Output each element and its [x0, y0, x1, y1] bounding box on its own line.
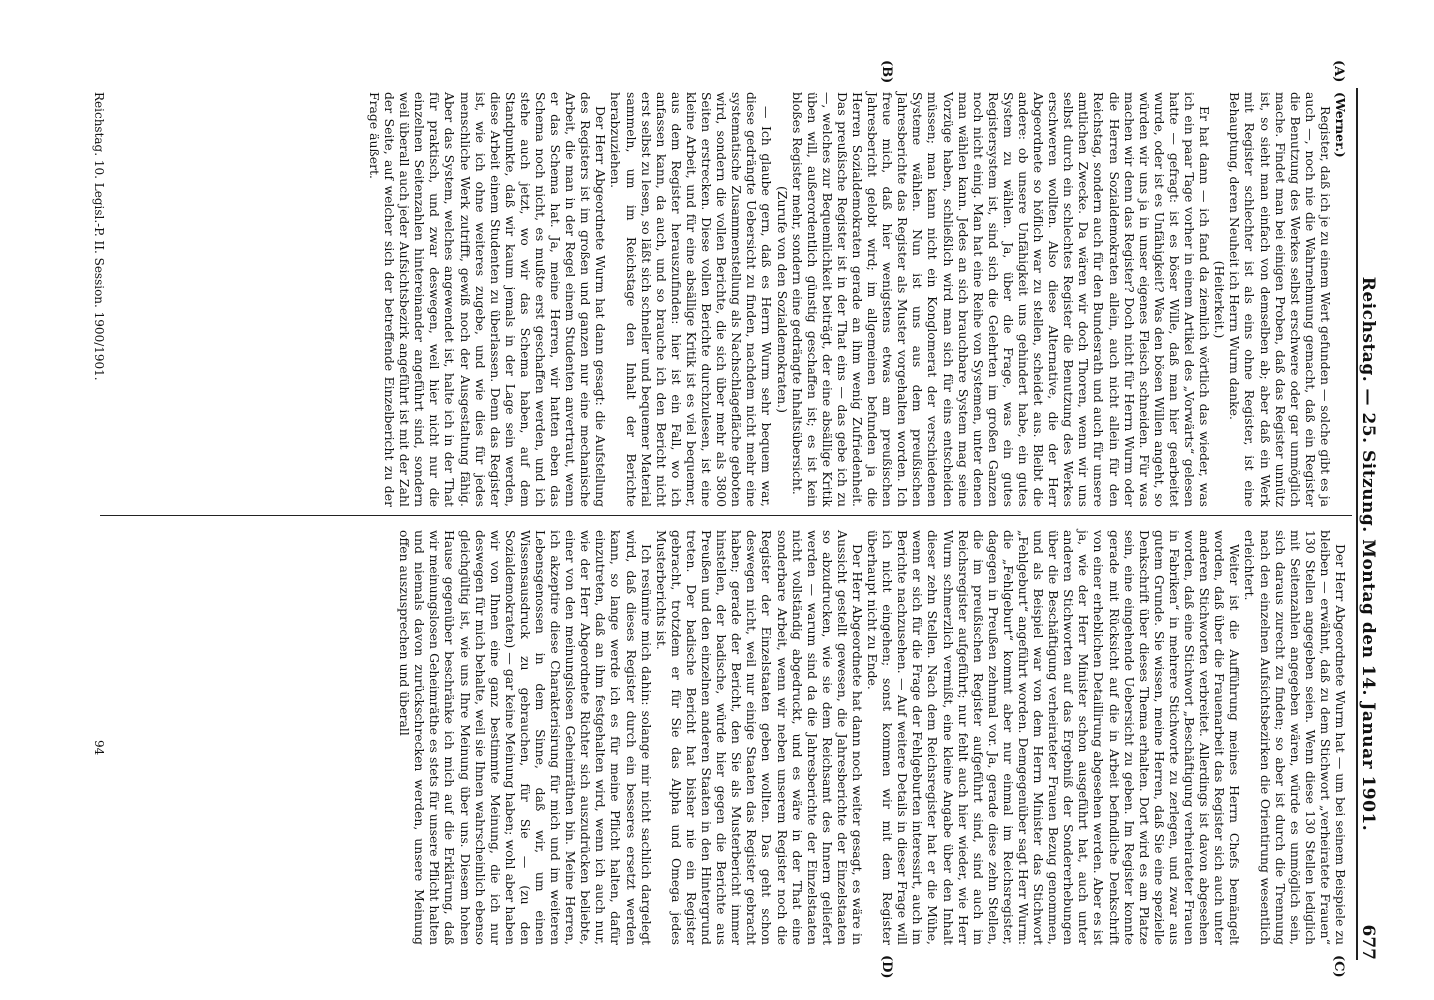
margin-letter-b: (B): [879, 60, 894, 84]
paragraph: Der Herr Abgeordnete Wurm hat — um bei seinem Beispiele zu bleiben — erwähnt, daß zu dem Stichwort „verheiratete Frauen“ 130 Stellen angegeben seien. Wenn diese 130 Stellen lediglich mit Seitenzahlen angegeben wären, würde es unmöglich sein, sich daraus zurecht zu finden; so aber ist durch die Trennung nach den einzelnen Aufsichtsbezirken die Orientirung wesentlich erleichtert.: [1242, 530, 1348, 945]
paragraph: Ich resümire mich dahin: solange mir nicht sachlich dargelegt wird, daß dieses Register durch ein besseres ersetzt werden kann, so lange werde ich es für meine Pflicht halten, dafür einzutreten, daß an ihm festgehalten wird, wenn ich auch nur, wie der Herr Abgeordnete Richter sich auszudrücken beliebte, einer von den meinungslosen Geheimräthen bin. Meine Herren, ich akzeptire diese Charakterisirung für mich und im weiteren Lebensgenossen in dem Sinne, daß wir, um einen Wissensausdruck zu gebrauchen, für Sie — (zu den Sozialdemokraten) — gar keine Meinung haben; wohl aber haben wir von Ihnen eine ganz bestimmte Meinung, die ich nur deswegen für mich behalte, weil sie Ihnen wahrscheinlich ebenso gleichgültig ist, wie uns Ihre Meinung über uns. Diesem hohen Hause gegenüber beschränke ich mich auf die Erklärung, daß wir meinungslosen Geheimräthe es stets für unsere Pflicht halten und niemals davon zurückschrecken werden, unsere Meinung offen auszusprechen und überall: [397, 530, 654, 945]
margin-letter-a: (A): [1331, 60, 1346, 83]
left-column: [367, 92, 1348, 507]
paragraph: — Ich glaube gern, daß es Herrn Wurm sehr bequem war, diese gedrängte Uebersicht zu finden, nachdem nicht mehr eine systematische Zusammenstellung als Nachschlagefläche geboten wird, sondern die vollen Berichte, die sich über mehr als 3800 Seiten erstrecken. Diese vollen Berichte durchzulesen, ist eine kleine Arbeit, und für eine absällige Kritik ist es viel bequemer, aus dem Register herauszufinden: hier ist ein Fall, wo ich anfassen kann, da auch, und so brauche ich den Bericht nicht erst selbst zu lesen, so läßt sich schneller und bequemer Material sammeln, um im Reichstage den Inhalt der Berichte herabzuziehen.: [608, 92, 775, 507]
interjection: (Heiterkeit.): [1212, 260, 1228, 339]
paragraph: Register, daß ich je zu einem Wert gefunden — solche gibt es ja auch —, noch nie die Wahrnehmung gemacht, daß ein Register die Benutzung des Werkes selbst erschwere oder gar unmöglich mache. Findet man bei einigen Proben, daß das Register unnütz ist, so sieht man einfach von demselben ab; aber daß ein Werk mit Register schlechter ist als eins ohne Register, ist eine Behauptung, deren Neuheit ich Herrn Wurm danke.: [1227, 92, 1333, 507]
paragraph: Der Herr Abgeordnete hat dann noch weiter gesagt, es wäre in Aussicht gestellt gewesen, die Jahresberichte der Einzelstaaten so abzudrucken, wie sie dem Reichsamt des Innern geliefert werden — warum sind da die Jahresberichte der Einzelstaaten nicht vollständig abgedruckt, und es wäre in der That eine sonderbare Arbeit, wenn wir neben unserem Register noch die Register der Einzelstaaten geben wollten. Das geht schon deswegen nicht, weil nur einige Staaten das Register gebracht haben; gerade der Bericht, den Sie als Musterbericht immer hinstellen, der badische, würde hier gegen die Berichte aus Preußen und den einzelnen anderen Staaten in den Hintergrund treten. Der badische Bericht hat bisher nie ein Register gebracht, trotzdem er für Sie das Alpha und Omega jedes Musterberichts ist.: [653, 530, 865, 945]
paragraph: Er hat dann — ich fand da ziemlich wörtlich das wieder, was ich ein paar Tage vorher in einem Artikel des „Vorwärts“ gelesen hatte — gefragt: ist es böser Wille, daß man hier gearbeitet wurde, oder ist es Unfähigkeit? Was den bösen Willen angeht, so würden wir uns ja in unser eigenes Fleisch schneiden. Für was machen wir denn das Register? Doch nicht für Herrn Wurm oder die Herren Sozialdemokraten allein, auch nicht allein für den Reichstag, sondern auch für den Bundesrath und auch für unsere amtlichen Zwecke. Da wären wir doch Thoren, wenn wir uns selbst durch ein schlechtes Register die Benutzung des Werkes erschweren wollten. Also diese Alternative, die der Herr Abgeordnete so höflich war zu stellen, scheidet aus. Bleibt die andere: ob unsere Unfähigkeit uns gehindert habe, ein gutes System zu wählen. Ja, über die Frage, was ein gutes Registersystem ist, sind sich die Gelehrten im großen Ganzen noch nicht einig. Man hat eine Reihe von Systemen, unter denen man wählen kann. Jedes an sich brauchbare System mag seine Vorzüge haben, schließlich wird man sich für eins entscheiden müssen; man kann nicht ein Konglomerat der verschiedenen Systeme wählen. Nun ist uns aus dem preußischen Jahresberichte das Register als Muster vorgehalten worden. Ich freue mich, daß hier wenigstens etwas am preußischen Jahresbericht gelobt wird; im allgemeinen befunden ja die Herren Sozialdemokraten gerade an ihm wenig Zufriedenheit. Das preußische Register ist in der That eins — das gebe ich zu —, welches zur Bequemlichkeit beiträgt, der eine absällige Kritik üben will, außerordentlich günstig geschaffen ist; es ist kein bloßes Register mehr, sondern eine gedrängte Inhaltsübersicht.: [789, 92, 1213, 507]
column-divider: [100, 515, 1352, 516]
paragraph: Weiter ist die Aufführung meines Herrn Chefs bemängelt worden, daß über die Frauenarbeit das Register sich auch unter anderen Stichworten verbreitet. Allerdings ist davon abgesehen worden, daß eine Stichwort „Beschäftigung verheirateter Frauen in Fabriken“ in mehrere Stichworte zu zerlegen, und zwar aus gutem Grunde. Sie wissen, meine Herren, daß Sie eine spezielle Denkschrift über dieses Thema erhalten. Dort wird es am Platze sein, eine eingehende Uebersicht zu geben. Im Register konnte gerade mit Rücksicht auf die in Arbeit befindliche Denkschrift von einer erheblichen Detaillirung abgesehen werden. Aber es ist ja, wie der Herr Minister schon ausgeführt hat, auch unter anderen Stichworten auf das Ergebniß der Sondererhebungen über die Beschäftigung verheirateter Frauen Bezug genommen, und als Beispiel war von dem Herrn Minister das Stichwort „Fehlgeburt“ angeführt worden. Demgegenüber sagt Herr Wurm: die „Fehlgeburt“ kommt aber nur einmal im Reichsregister, dagegen in Preußen zehnmal vor. Ja, gerade diese zehn Stellen, die im preußischen Register aufgeführt sind, sind auch im Reichsregister aufgeführt; nur fehlt auch hier wieder, wie Herr Wurm schmerzlich vermißt, eine kleine Angabe über den Inhalt dieser zehn Stellen. Nach dem Reichsregister hat er die Mühe, wenn er sich für die Frage der Fehlgeburten interessirt, auch im Berichte nachzusehen. — Auf weitere Details in dieser Frage will ich nicht eingehen; sonst kommen wir mit dem Register überhaupt nicht zu Ende.: [865, 530, 1243, 945]
page-number: 677: [1358, 924, 1378, 960]
margin-letter-c: (C): [1331, 955, 1346, 978]
paragraph: Der Herr Abgeordnete Wurm hat dann gesagt: die Aufstellung des Registers ist im großen und ganzen nur eine mechanische Arbeit, die man in der Regel einem Studenten anvertraut, wenn er das Schema hat. Ja, meine Herren, wir hatten eben das Schema noch nicht, es mußte erst geschaffen werden, und ich stehe auch jetzt, wo wir das Schema haben, auf dem Standpunkte, daß wir kaum jemals in der Lage sein werden, diese Arbeit einem Studenten zu überlassen. Denn das Register ist, wie ich ohne weiteres zugebe, und wie dies für jedes menschliche Werk zutrifft, gewiß noch der Ausgestaltung fähig. Aber das System, welches angewendet ist, halte ich in der That für praktisch, und zwar deswegen, weil hier nicht nur die einzelnen Seitenzahlen hintereinander angeführt sind, sondern weil überall auch jeder Aufsichtsbezirk angeführt ist mit der Zahl der Seite, auf welcher sich der betreffende Einzelbericht zu der Frage äußert.: [367, 92, 609, 507]
header-title: Reichstag. — 25. Sitzung. Montag den 14. Januar 1901.: [1358, 276, 1378, 832]
page-header: [1356, 88, 1386, 960]
right-column: [397, 530, 1348, 945]
interjection: (Zurufe von den Sozialdemokraten.): [774, 186, 790, 413]
margin-letter-d: (D): [879, 955, 894, 979]
footer-source: Reichstag. 10. Legisl.-P. II. Session. 1900/1901.: [92, 92, 106, 381]
speaker-name: (Werner.): [1333, 92, 1348, 158]
footer-sheet-number: 94: [92, 740, 106, 756]
